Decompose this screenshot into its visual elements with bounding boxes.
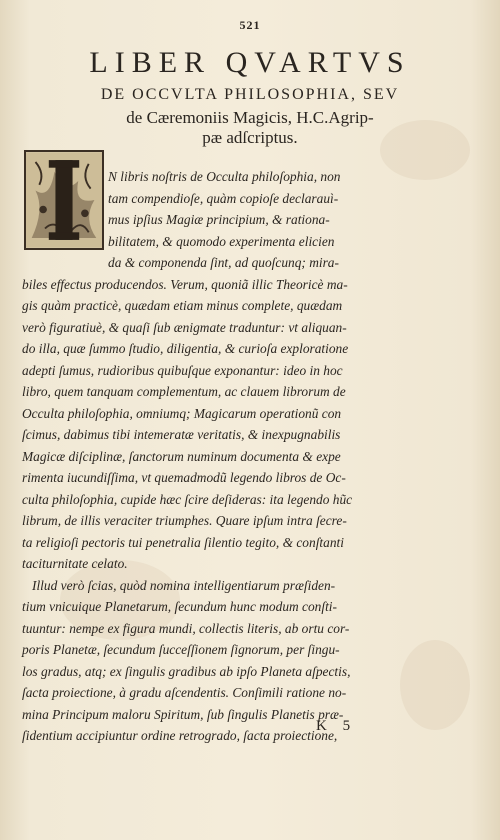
- text-line: ſcimus, dabimus tibi intemeratæ veritatis, & inexpugnabilis: [22, 427, 341, 442]
- text-line: adepti ſumus, rudioribus quibuſque exponantur: ideo in hoc: [22, 362, 343, 378]
- text-line: do illa, quæ ſummo ſtudio, diligentia, & curioſa exploratione: [22, 341, 349, 356]
- text-line: librum, de illis veraciter triumphes. Quare ipſum intra ſecre-: [22, 513, 347, 528]
- text-line: ſidentium accipiuntur ordine retrogrado, ſacta proiectione,: [22, 728, 338, 743]
- signature-mark: K 5: [316, 718, 357, 734]
- text-line: Occulta philoſophia, omniumq; Magicarum operationũ con: [22, 405, 342, 421]
- text-line: tuuntur: nempe ex figura mundi, collectis literis, ab ortu cor-: [22, 620, 350, 636]
- book-title: LIBER QVARTVS: [89, 46, 411, 79]
- text-line: Magicæ diſciplinæ, ſanctorum numinum documenta & expe: [22, 448, 341, 464]
- page-number: 521: [239, 18, 261, 32]
- text-line: verò figuratiuè, & quaſi ſub ænigmate traduntur: vt aliquan-: [22, 319, 347, 335]
- text-line: Illud verò ſcias, quòd nomina intelligentiarum præſiden-: [32, 577, 336, 593]
- main-text-block: [22, 166, 482, 747]
- text-line: gis quàm practicè, quædam etiam minus complete, quædam: [22, 298, 343, 313]
- text-line: tium vnicuique Planetarum, ſecundum hunc modum conſti-: [22, 599, 337, 614]
- text-line: taciturnitate celato.: [22, 556, 128, 571]
- text-line: da & componenda ſint, ad quoſcunq; mira-: [108, 255, 339, 270]
- text-line: mus ipſius Magiæ principium, & rationa-: [108, 212, 330, 227]
- text-line: ta religioſi pectoris tui penetralia ſilentio tegito, & conſtanti: [22, 534, 344, 550]
- text-line: rimenta iucundiſſima, vt quemadmodũ legendo libros de Oc-: [22, 470, 346, 485]
- text-line: ſacta proiectione, à gradu aſcendentis. Conſimili ratione no-: [22, 685, 347, 700]
- text-line: biles effectus producendos. Verum, quoniã illic Theoricè ma-: [22, 276, 348, 292]
- text-line: los gradus, atq; ex ſingulis gradibus ab ipſo Planeta aſpectis,: [22, 663, 351, 679]
- book-subtitle-line-1: DE OCCVLTA PHILOSOPHIA, SEV: [100, 86, 400, 103]
- text-line: tam compendioſe, quàm copioſe declarauì-: [108, 190, 339, 206]
- initial-letter-glyph: I: [63, 209, 65, 211]
- text-line: culta philoſophia, cupide hæc ſcire deſideras: ita legendo hũc: [22, 491, 353, 507]
- text-line: poris Planetæ, ſecundum ſucceſſionem ſignorum, per ſingu-: [22, 642, 340, 657]
- text-line: libro, quem tanquam complementum, ac clauem librorum de: [22, 384, 346, 399]
- text-line: bilitatem, & quomodo experimenta elicien: [108, 233, 335, 249]
- book-subtitle-line-2: de Cæremoniis Magicis, H.C.Agrip-: [126, 108, 374, 127]
- text-line: N libris noſtris de Occulta philoſophia, non: [108, 169, 341, 184]
- text-line: mina Principum maloru Spiritum, ſub ſingulis Planetis præ-: [22, 706, 344, 722]
- book-subtitle-line-3: pæ adſcriptus.: [202, 128, 298, 147]
